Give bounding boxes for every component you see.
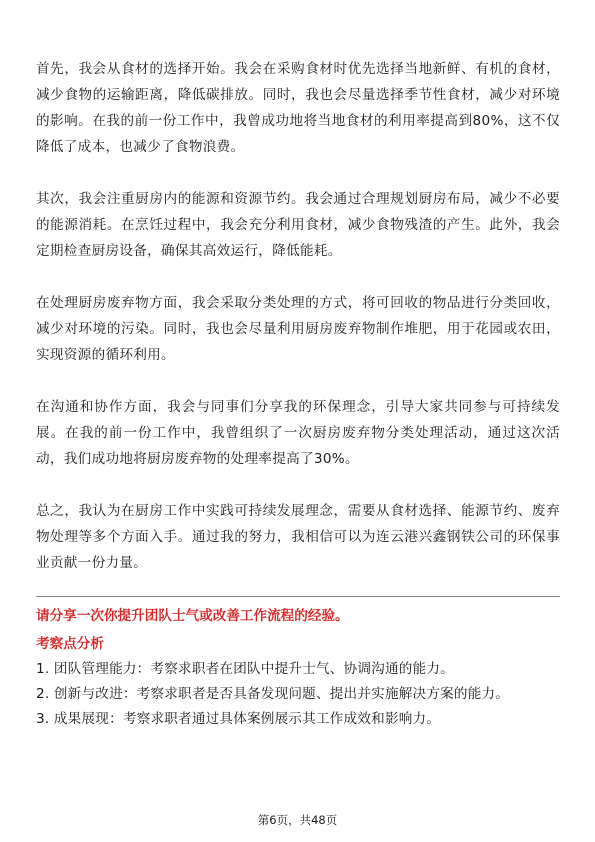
analysis-item-team-management: 1. 团队管理能力：考察求职者在团队中提升士气、协调沟通的能力。 [36, 661, 454, 677]
paragraph-conclusion: 总之，我认为在厨房工作中实践可持续发展理念，需要从食材选择、能源节约、废弃物处理等多个方面入手。通过我的努力，我相信可以为连云港兴鑫钢铁公司的环保事业贡献一份力量。 [36, 503, 560, 571]
page-content [36, 56, 560, 732]
analysis-heading: 考察点分析 [36, 636, 104, 652]
analysis-item-innovation: 2. 创新与改进：考察求职者是否具备发现问题、提出并实施解决方案的能力。 [36, 686, 510, 702]
paragraph-ingredients: 首先，我会从食材的选择开始。我会在采购食材时优先选择当地新鲜、有机的食材，减少食物的运输距离，降低碳排放。同时，我也会尽量选择季节性食材，减少对环境的影响。在我的前一份工作中，我曾成功地将当地食材的利用率提高到80%，这不仅降低了成本，也减少了食物浪费。 [36, 61, 560, 155]
analysis-list [36, 657, 560, 732]
paragraph-waste-handling: 在处理厨房废弃物方面，我会采取分类处理的方式，将可回收的物品进行分类回收，减少对环境的污染。同时，我也会尽量利用厨房废弃物制作堆肥，用于花园或农田，实现资源的循环利用。 [36, 295, 560, 363]
analysis-item-results: 3. 成果展现：考察求职者通过具体案例展示其工作成效和影响力。 [36, 711, 441, 727]
paragraph-energy-saving: 其次，我会注重厨房内的能源和资源节约。我会通过合理规划厨房布局，减少不必要的能源消耗。在烹饪过程中，我会充分利用食材，减少食物残渣的产生。此外，我会定期检查厨房设备，确保其高效运行，降低能耗。 [36, 191, 560, 259]
section-divider [36, 596, 560, 597]
page-number: 第6页，共48页 [257, 813, 338, 827]
interview-question: 请分享一次你提升团队士气或改善工作流程的经验。 [36, 608, 349, 624]
paragraph-communication: 在沟通和协作方面，我会与同事们分享我的环保理念，引导大家共同参与可持续发展。在我的前一份工作中，我曾组织了一次厨房废弃物分类处理活动，通过这次活动，我们成功地将厨房废弃物的处理率提高了30%。 [36, 399, 560, 467]
